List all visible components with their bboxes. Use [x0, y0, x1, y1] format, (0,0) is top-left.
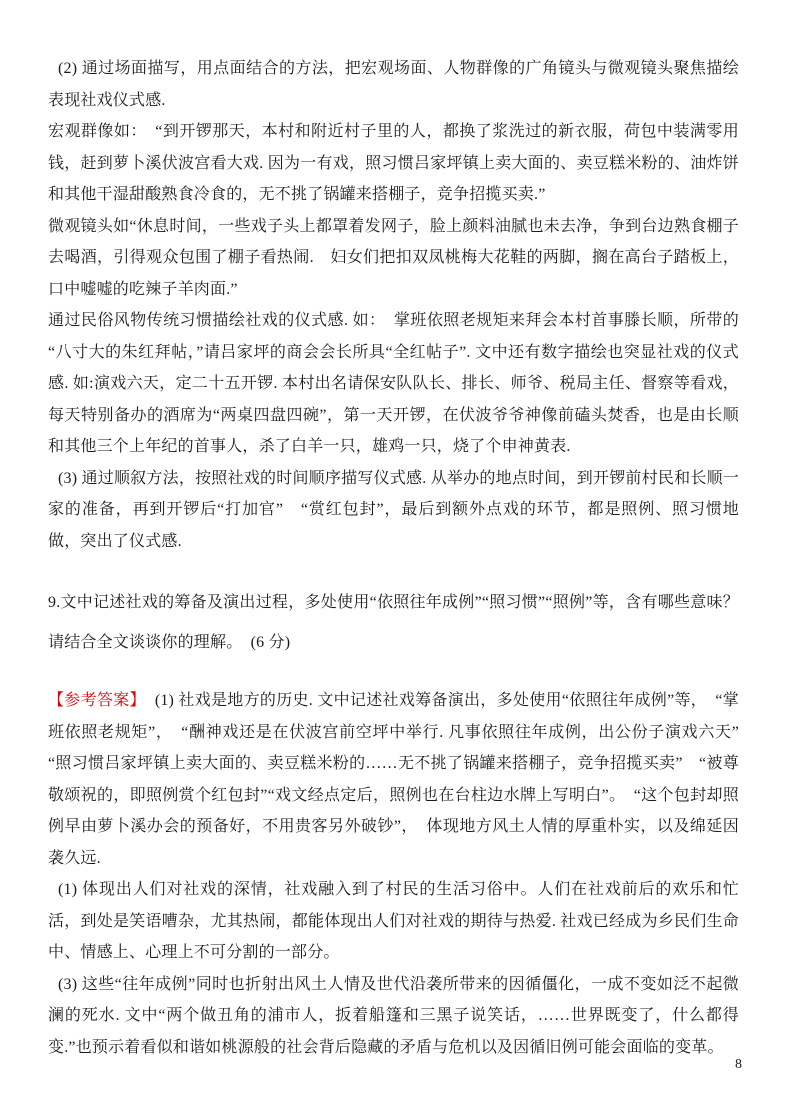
- analysis-paragraph-3: (3) 通过顺叙方法，按照社戏的时间顺序描写仪式感. 从举办的地点时间，到开锣前村民和长顺一家的准备，再到开锣后“打加官” “赏红包封”，最后到额外点戏的环节，都是照例、照习惯地做，突出了仪式感.: [48, 469, 739, 550]
- question-9-text: 9.文中记述社戏的筹备及演出过程，多处使用“依照往年成例”“照习惯”“照例”等，含有哪些意味？请结合全文谈谈你的理解。 (6 分): [48, 594, 739, 651]
- reference-answer-label: 【参考答案】: [48, 692, 146, 709]
- reference-answer-section: [48, 685, 739, 1063]
- analysis-section: [48, 53, 739, 557]
- page-number: 8: [735, 1057, 742, 1072]
- answer-paragraph-2: (1) 体现出人们对社戏的深情，社戏融入到了村民的生活习俗中。人们在社戏前后的欢乐和忙活，到处是笑语嘈杂，尤其热闹，都能体现出人们对社戏的期待与热爱. 社戏已经成为乡民们生命中、情感上、心理上不可分割的一部分。: [48, 881, 739, 961]
- analysis-paragraph-2: (2) 通过场面描写，用点面结合的方法，把宏观场面、人物群像的广角镜头与微观镜头聚焦描绘表现社戏仪式感.: [48, 60, 739, 109]
- answer-text-1: (1) 社戏是地方的历史. 文中记述社戏筹备演出，多处使用“依照往年成例”等， “掌班依照老规矩”， “酬神戏还是在伏波宫前空坪中举行. 凡事依照往年成例，出公份子演戏六天”“照习惯吕家坪镇上卖大面的、卖豆糕米粉的……无不挑了锅罐来搭棚子，竞争招揽买卖” “被尊敬颂祝的，即照例赏个红包封”“戏文经点定后，照例也在台柱边水牌上写明白”。 “这个包封却照例早由萝卜溪办会的预备好，不用贵客另外破钞”， 体现地方风土人情的厚重朴实，以及绵延因袭久远.: [48, 692, 739, 867]
- answer-paragraph-1: [48, 685, 739, 874]
- folk-custom-paragraph: 通过民俗风物传统习惯描绘社戏的仪式感. 如： 掌班依照老规矩来拜会本村首事滕长顺，所带的“八寸大的朱红拜帖，”请吕家坪的商会会长所具“全红帖子”. 文中还有数字描绘也突显社戏的仪式感. 如:演戏六天，定二十五开锣. 本村出名请保安队队长、排长、师爷、税局主任、督察等看戏，每天特别备办的酒席为“两桌四盘四碗”，第一天开锣，在伏波爷爷神像前磕头焚香，也是由长顺和其他三个上年纪的首事人，杀了白羊一只，雄鸡一只，烧了个申神黄表.: [48, 312, 739, 455]
- answer-paragraph-3: (3) 这些“往年成例”同时也折射出风土人情及世代沿袭所带来的因循僵化，一成不变如泛不起微澜的死水. 文中“两个做丑角的浦市人，扳着船篷和三黑子说笑话，……世界既变了，什么都得变.”也预示着看似和谐如桃源般的社会背后隐藏的矛盾与危机以及因循旧例可能会面临的变革。: [48, 975, 739, 1056]
- question-9-block: [48, 583, 739, 663]
- micro-scene-paragraph: 微观镜头如“休息时间，一些戏子头上都罩着发网子，脸上颜料油腻也未去净，争到台边熟食棚子去喝酒，引得观众包围了棚子看热闹. 妇女们把扣双凤桃梅大花鞋的两脚，搁在高台子踏板上，口中嘘嘘的吃辣子羊肉面.”: [48, 217, 739, 298]
- macro-scene-paragraph: 宏观群像如： “到开锣那天，本村和附近村子里的人，都换了浆洗过的新衣服，荷包中装满零用钱，赶到萝卜溪伏波宫看大戏. 因为一有戏，照习惯吕家坪镇上卖大面的、卖豆糕米粉的、油炸饼和其他干湿甜酸熟食冷食的，无不挑了锅罐来搭棚子，竞争招揽买卖.”: [48, 123, 739, 203]
